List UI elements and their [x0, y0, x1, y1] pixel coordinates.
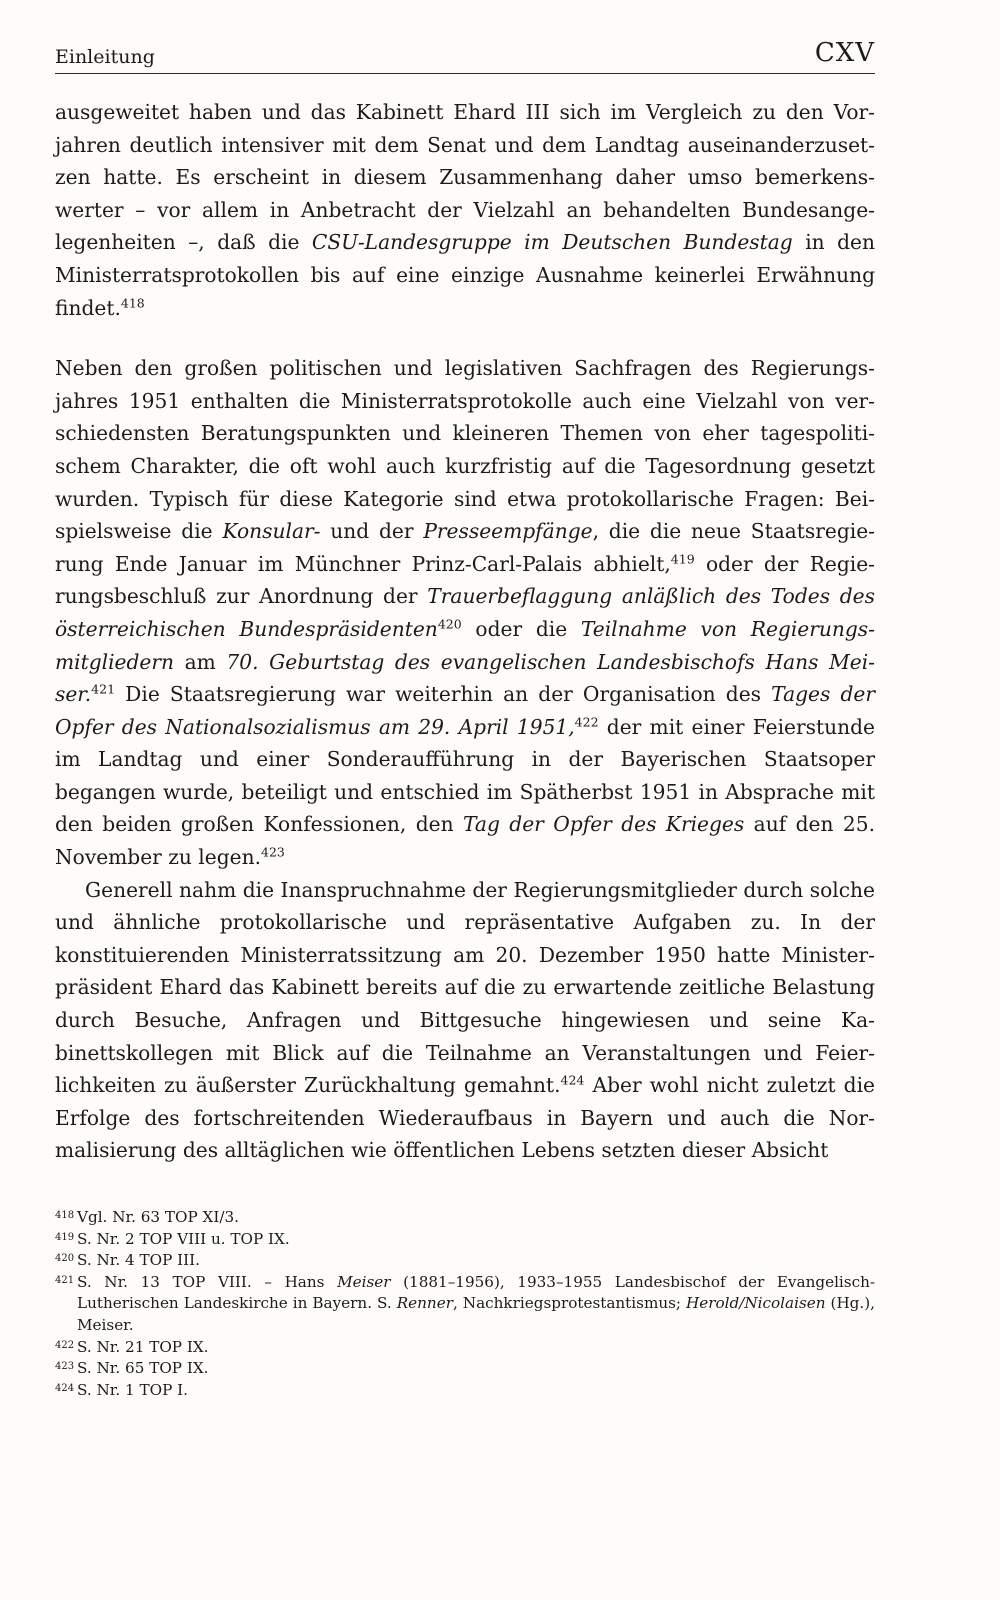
text-run: und der	[320, 519, 424, 544]
footnote-number: 422	[55, 1339, 75, 1351]
text-run: oder die	[461, 616, 581, 641]
footnote-text	[77, 1250, 875, 1272]
page-number: CXV	[814, 38, 875, 68]
footnote-number: 421	[55, 1274, 75, 1286]
footnotes	[55, 1207, 875, 1401]
footnote-number: 423	[55, 1361, 75, 1373]
section-title: Einleitung	[55, 46, 155, 68]
text-run: S. Nr. 2 TOP VIII u. TOP IX.	[77, 1229, 290, 1248]
footnote-ref: 422	[574, 714, 599, 730]
footnote-text	[77, 1337, 875, 1359]
footnote-ref: 420	[437, 616, 462, 632]
footnote	[55, 1380, 875, 1402]
footnote	[55, 1337, 875, 1359]
paragraph	[55, 96, 875, 324]
footnote	[55, 1207, 875, 1229]
running-header	[55, 38, 875, 74]
text-run: , Nachkriegsprotestantismus;	[452, 1294, 687, 1313]
footnote-text	[77, 1272, 875, 1337]
italic-text: 70. Geburtstag des evangelischen Landesbischofs Hans Meiser.	[55, 649, 875, 707]
footnote	[55, 1272, 875, 1337]
text-run: Aber wohl nicht zuletzt die Erfolge des fortschreitenden Wiederaufbaus in Bayern und auch die Normalisierung des alltäglichen wie öffentlichen Lebens setzten dieser Absicht	[55, 1073, 876, 1163]
text-run: auf den 25. November zu legen.	[55, 812, 875, 870]
text-run: (1881–1956), 1933–1955 Landesbischof der Evangelisch-Lutherischen Landeskirche in Bayern. S.	[77, 1272, 875, 1313]
italic-text: CSU-Landesgruppe im Deutschen Bundestag	[311, 230, 793, 255]
text-run: S. Nr. 13 TOP VIII. – Hans	[77, 1272, 338, 1291]
paragraph	[55, 352, 875, 874]
footnote-number: 424	[55, 1382, 75, 1394]
text-run: ausgeweitet haben und das Kabinett Ehard III sich im Vergleich zu den Vorjahren deutlich intensiver mit dem Senat und dem Landtag auseinanderzusetzen hatte. Es erscheint in diesem Zusammenhang daher umso bemerkenswerter – vor allem in Anbetracht der Vielzahl an behandelten Bundesangelegenheiten –, daß die	[55, 100, 875, 255]
footnote-number: 418	[55, 1210, 75, 1221]
text-run: , die die neue Staatsregierung Ende Januar im Münchner Prinz-Carl-Palais abhielt,	[55, 519, 875, 576]
footnote-ref: 423	[261, 844, 285, 860]
text-run: oder der Regierungsbeschluß zur Anordnung der	[55, 551, 875, 609]
footnote-number: 419	[55, 1231, 75, 1243]
text-run: S. Nr. 1 TOP I.	[77, 1380, 188, 1399]
italic-text: Tages der Opfer des Nationalsozialismus am 29. April 1951,	[55, 682, 875, 739]
text-run: (Hg.), Meiser.	[77, 1294, 875, 1334]
italic-text: Renner	[396, 1294, 453, 1313]
footnote	[55, 1250, 875, 1272]
book-page	[55, 38, 875, 1401]
footnote-text	[77, 1207, 875, 1229]
main-text	[55, 96, 875, 1167]
italic-text: Herold/Nicolaisen	[686, 1294, 826, 1313]
footnote-text	[77, 1358, 875, 1380]
footnote-text	[77, 1380, 875, 1402]
italic-text: Teilnahme von Regierungsmitgliedern	[55, 616, 875, 674]
text-run: Generell nahm die Inanspruchnahme der Regierungsmitglieder durch solche und ähnliche protokollarische und repräsentative Aufgaben zu. In der konstituierenden Ministerratssitzung am 20. Dezember 1950 hatte Ministerpräsident Ehard das Kabinett bereits auf die zu erwartende zeitliche Belastung durch Besuche, Anfragen und Bittgesuche hingewiesen und seine Kabinettskollegen mit Blick auf die Teilnahme an Veranstaltungen und Feierlichkeiten zu äußerster Zurückhaltung gemahnt.	[55, 877, 875, 1098]
text-run: S. Nr. 65 TOP IX.	[77, 1359, 209, 1378]
text-run: S. Nr. 4 TOP III.	[77, 1251, 200, 1270]
footnote	[55, 1229, 875, 1251]
text-run: S. Nr. 21 TOP IX.	[77, 1337, 209, 1356]
footnote-ref: 421	[91, 681, 116, 697]
footnote-ref: 424	[560, 1072, 585, 1088]
text-run: der mit einer Feierstunde im Landtag und einer Sonderaufführung in der Bayerischen Staatsoper begangen wurde, beteiligt und entschied im Spätherbst 1951 in Absprache mit den beiden großen Konfessionen, den	[55, 714, 875, 837]
text-run: Die Staatsregierung war weiterhin an der Organisation des	[115, 682, 772, 707]
italic-text: Meiser	[337, 1272, 391, 1291]
italic-text: Trauerbeflaggung anläßlich des Todes des österreichischen Bundespräsidenten	[55, 584, 875, 641]
footnote	[55, 1358, 875, 1380]
text-run: Vgl. Nr. 63 TOP XI/3.	[77, 1208, 239, 1226]
italic-text: Presseempfänge	[423, 519, 593, 544]
footnote-number: 420	[55, 1253, 75, 1265]
footnote-ref: 418	[120, 295, 145, 311]
text-run: in den Ministerratsprotokollen bis auf eine einzige Ausnahme keinerlei Erwähnung findet.	[55, 230, 875, 320]
paragraph	[55, 874, 875, 1167]
footnote-text	[77, 1229, 875, 1251]
italic-text: Tag der Opfer des Krieges	[463, 812, 745, 837]
text-run: Neben den großen politischen und legislativen Sachfragen des Regierungsjahres 1951 enthalten die Ministerratsprotokolle auch eine Vielzahl von verschiedensten Beratungspunkten und kleineren Themen von eher tagespolitischem Charakter, die oft wohl auch kurzfristig auf die Tagesordnung gesetzt wurden. Typisch für diese Kategorie sind etwa protokollarische Fragen: Beispielsweise die	[55, 356, 875, 544]
footnote-ref: 419	[670, 551, 695, 567]
text-run: am	[174, 649, 227, 674]
italic-text: Konsular-	[222, 519, 321, 544]
